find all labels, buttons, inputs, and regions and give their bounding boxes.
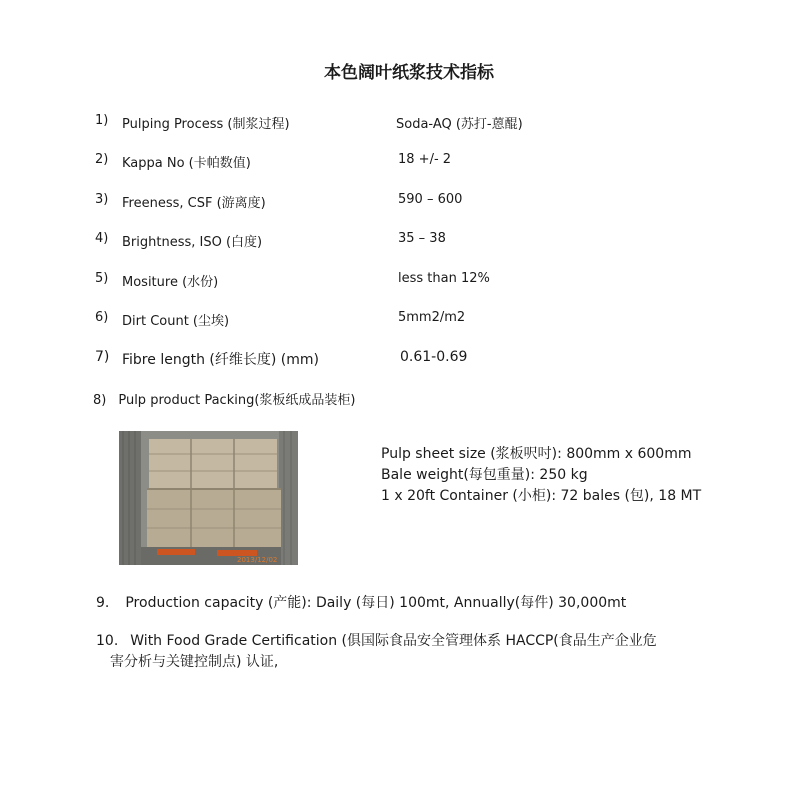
bale-weight: Bale weight(每包重量): 250 kg xyxy=(381,467,588,483)
production-capacity xyxy=(96,592,626,612)
packing-heading xyxy=(93,389,355,408)
spec-number: 1) xyxy=(95,113,109,128)
spec-value: 5mm2/m2 xyxy=(398,310,466,325)
spec-label: Pulping Process (制浆过程) xyxy=(122,117,290,132)
spec-number: 4) xyxy=(95,231,109,246)
spec-row-fibre-length xyxy=(0,349,800,371)
spec-row-kappa-no xyxy=(0,152,800,174)
spec-label: Brightness, ISO (白度) xyxy=(122,235,263,250)
certification-text: With Food Grade Certification (俱国际食品安全管理体系 HACCP(食品生产企业危 xyxy=(130,633,657,649)
food-grade-certification xyxy=(96,631,716,673)
packing-number: 8) xyxy=(93,393,107,408)
packing-label: Pulp product Packing(浆板纸成品装柜) xyxy=(118,393,356,408)
spec-value: less than 12% xyxy=(398,271,490,286)
container-capacity: 1 x 20ft Container (小柜): 72 bales (包), 18 MT xyxy=(381,488,702,504)
spec-label: Dirt Count (尘埃) xyxy=(122,314,230,329)
spec-number: 7) xyxy=(95,349,110,365)
spec-label: Freeness, CSF (游离度) xyxy=(122,196,266,211)
spec-number: 6) xyxy=(95,310,109,325)
spec-number: 5) xyxy=(95,271,109,286)
spec-value: 0.61-0.69 xyxy=(400,349,468,365)
spec-value: 35 – 38 xyxy=(398,231,446,246)
certification-text-continued: 害分析与关键控制点) 认证, xyxy=(110,654,279,670)
spec-number: 2) xyxy=(95,152,109,167)
photo-date-stamp: 2013/12/02 xyxy=(237,556,278,564)
spec-value: 590 – 600 xyxy=(398,192,463,207)
spec-row-brightness xyxy=(0,231,800,253)
packing-details xyxy=(381,444,701,507)
production-capacity-text: Production capacity (产能): Daily (每日) 100mt, Annually(每件) 30,000mt xyxy=(125,595,627,611)
spec-row-moisture xyxy=(0,271,800,293)
spec-label: Fibre length (纤维长度) (mm) xyxy=(122,352,319,368)
spec-number: 3) xyxy=(95,192,109,207)
pulp-bales-container-photo xyxy=(119,431,298,565)
spec-label: Mositure (水份) xyxy=(122,275,219,290)
pulp-sheet-size: Pulp sheet size (浆板呎吋): 800mm x 600mm xyxy=(381,446,692,462)
spec-row-freeness xyxy=(0,192,800,214)
spec-value: 18 +/- 2 xyxy=(398,152,452,167)
spec-value: Soda-AQ (苏打-蒽醌) xyxy=(396,117,523,132)
spec-row-dirt-count xyxy=(0,310,800,332)
document-title: 本色阔叶纸浆技术指标 xyxy=(324,63,494,83)
item-number: 9. xyxy=(96,595,110,611)
spec-label: Kappa No (卡帕数值) xyxy=(122,156,251,171)
spec-row-pulping-process xyxy=(0,113,800,135)
item-number: 10. xyxy=(96,633,119,649)
